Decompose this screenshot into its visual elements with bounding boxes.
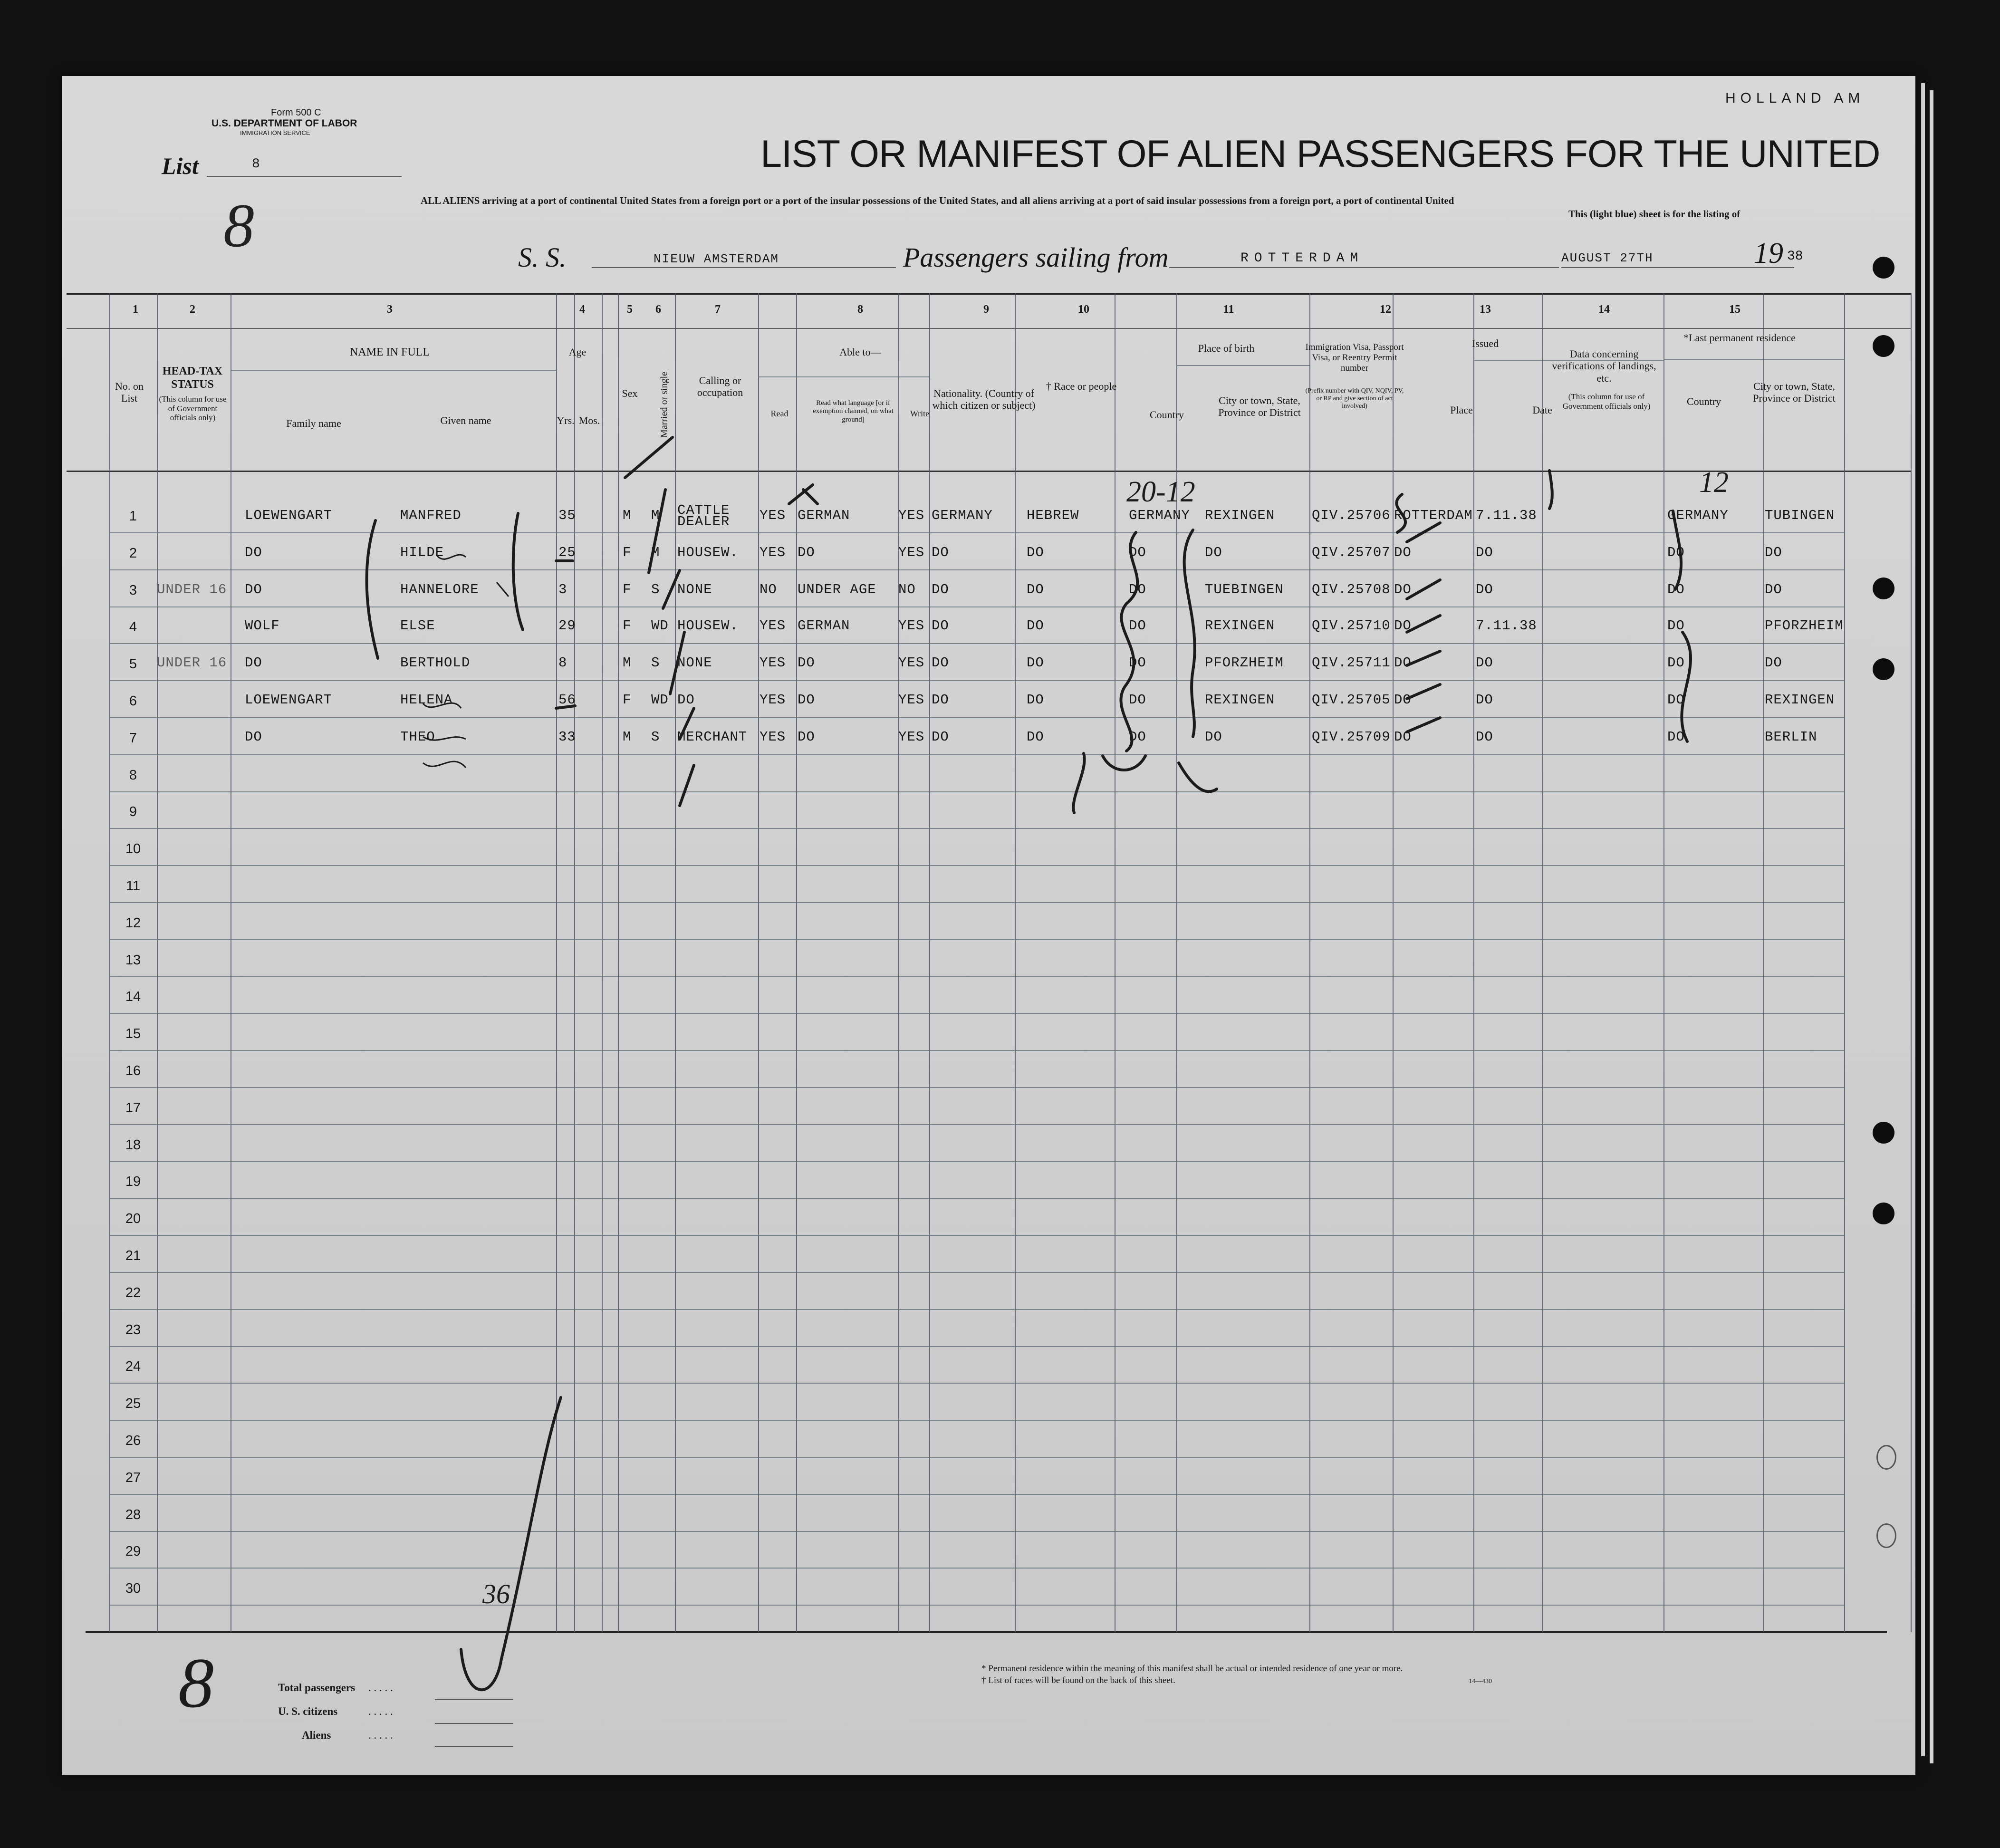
footer-form-code: 14—430 — [1469, 1678, 1492, 1685]
row-number: 5 — [129, 656, 137, 672]
age-years-cell: 56 — [558, 692, 576, 708]
service: IMMIGRATION SERVICE — [240, 129, 310, 136]
hdr-race: † Race or people — [1046, 380, 1117, 392]
manifest-title: LIST OR MANIFEST OF ALIEN PASSENGERS FOR THE UNITED — [760, 133, 1880, 175]
family-name-cell: DO — [245, 581, 262, 597]
nationality-cell: DO — [932, 581, 949, 597]
residence-city-cell: DO — [1765, 581, 1782, 597]
row-number: 1 — [129, 509, 137, 524]
residence-country-cell: GERMANY — [1667, 508, 1729, 523]
binder-hole — [1873, 1203, 1894, 1224]
row-number: 25 — [125, 1396, 141, 1412]
given-name-cell: ELSE — [400, 618, 435, 634]
issued-place-cell: ROTTERDAM — [1394, 508, 1473, 523]
race-cell: DO — [1027, 692, 1044, 708]
read-cell: YES — [760, 692, 786, 708]
ship-name: NIEUW AMSTERDAM — [654, 252, 779, 266]
hdr-head-tax: HEAD-TAX STATUS — [162, 365, 223, 391]
hdr-place-of-birth: Place of birth — [1198, 342, 1255, 354]
hdr-issued: Issued — [1471, 337, 1499, 349]
row-number: 27 — [125, 1470, 141, 1485]
birth-city-cell: DO — [1205, 729, 1222, 745]
port-name: ROTTERDAM — [1240, 251, 1364, 266]
row-number: 17 — [125, 1100, 141, 1116]
race-cell: DO — [1027, 544, 1044, 560]
given-name-cell: BERTHOLD — [400, 655, 471, 671]
colnum-9: 9 — [983, 303, 989, 316]
read-cell: NO — [760, 581, 777, 597]
hdr-given-name: Given name — [440, 414, 491, 426]
row-number: 19 — [125, 1174, 141, 1190]
issued-date-cell: DO — [1476, 544, 1493, 560]
sex-cell: M — [623, 508, 632, 523]
hdr-landings: Data concerning verifications of landings, etc. — [1552, 348, 1656, 384]
family-name-cell: DO — [245, 655, 262, 671]
language-cell: DO — [798, 544, 815, 560]
manifest-subtitle-1: ALL ALIENS arriving at a port of continental United States from a foreign port or a port of the insular possessions of the United States, and all aliens arriving at a port of said insular possessions from a foreign port, a port of continental United — [421, 195, 1454, 206]
row-number: 14 — [125, 989, 141, 1005]
occupation-cell: HOUSEW. — [677, 544, 739, 560]
birth-country-cell: GERMANY — [1129, 508, 1190, 523]
footer-total-label: Total passengers — [278, 1682, 356, 1694]
year-prefix: 19 — [1754, 237, 1783, 270]
footer-citizens-dots: . . . . . — [368, 1705, 393, 1717]
sex-cell: M — [623, 655, 632, 671]
colnum-4: 4 — [579, 303, 585, 316]
issued-date-cell: 7.11.38 — [1476, 618, 1537, 634]
write-cell: NO — [898, 581, 916, 597]
colnum-10: 10 — [1078, 303, 1089, 316]
issued-place-cell: DO — [1394, 655, 1412, 671]
issued-place-cell: DO — [1394, 729, 1412, 745]
hdr-birth-country: Country — [1149, 409, 1184, 421]
family-name-cell: LOEWENGART — [245, 508, 333, 523]
colnum-8: 8 — [857, 303, 863, 316]
age-years-cell: 8 — [558, 655, 567, 671]
given-name-cell: HILDE — [400, 544, 444, 560]
row-number: 21 — [125, 1248, 141, 1263]
race-cell: DO — [1027, 655, 1044, 671]
read-cell: YES — [760, 544, 786, 560]
sex-cell: F — [623, 581, 632, 597]
language-cell: UNDER AGE — [798, 581, 876, 597]
manifest-subtitle-2: This (light blue) sheet is for the listing of — [1568, 208, 1740, 220]
nationality-cell: GERMANY — [932, 508, 993, 523]
birth-mark: 20-12 — [1126, 476, 1195, 508]
hdr-landings-note: (This column for use of Government officials only) — [1562, 392, 1651, 411]
birth-country-cell: DO — [1129, 544, 1146, 560]
marital-status-cell: S — [651, 581, 660, 597]
residence-city-cell: TUBINGEN — [1765, 508, 1835, 523]
residence-country-cell: DO — [1667, 729, 1685, 745]
footer-rule-2 — [435, 1723, 513, 1724]
sheet-edge — [1930, 90, 1933, 1763]
row-number: 23 — [125, 1322, 141, 1338]
ss-label: S. S. — [518, 242, 567, 273]
hdr-yrs: Yrs. — [557, 414, 575, 426]
hdr-birth-city: City or town, State, Province or District — [1218, 395, 1301, 419]
birth-country-cell: DO — [1129, 692, 1146, 708]
nationality-cell: DO — [932, 729, 949, 745]
colnum-2: 2 — [190, 303, 195, 316]
occupation-cell: HOUSEW. — [677, 618, 739, 634]
handwriting-overlay — [62, 76, 1915, 1775]
form-number: Form 500 C — [271, 107, 321, 118]
row-number: 15 — [125, 1026, 141, 1042]
binder-hole — [1873, 658, 1894, 680]
footer-total-dots: . . . . . — [368, 1682, 393, 1694]
hdr-res-country: Country — [1686, 395, 1721, 407]
issued-place-cell: DO — [1394, 544, 1412, 560]
hdr-last-residence: *Last permanent residence — [1683, 332, 1796, 344]
birth-country-cell: DO — [1129, 655, 1146, 671]
colnum-13: 13 — [1480, 303, 1491, 316]
occupation-cell: CATTLE DEALER — [677, 502, 730, 529]
given-name-cell: HELENA — [400, 692, 453, 708]
issued-place-cell: DO — [1394, 618, 1412, 634]
issued-place-cell: DO — [1394, 581, 1412, 597]
hdr-name-in-full: NAME IN FULL — [350, 346, 430, 358]
residence-country-cell: DO — [1667, 692, 1685, 708]
list-label: List — [162, 153, 199, 179]
list-value: 8 — [252, 157, 260, 172]
hdr-mos: Mos. — [578, 414, 600, 426]
nationality-cell: DO — [932, 544, 949, 560]
head-tax-cell: UNDER 16 — [157, 581, 227, 597]
birth-city-cell: DO — [1205, 544, 1222, 560]
issued-date-cell: DO — [1476, 692, 1493, 708]
nationality-cell: DO — [932, 618, 949, 634]
binder-hole — [1873, 257, 1894, 279]
write-cell: YES — [898, 655, 925, 671]
hdr-age: Age — [568, 346, 587, 358]
nationality-cell: DO — [932, 692, 949, 708]
sailing-date: AUGUST 27TH — [1561, 251, 1654, 265]
footer-aliens-label: Aliens — [302, 1729, 331, 1741]
marital-status-cell: S — [651, 655, 660, 671]
language-cell: DO — [798, 729, 815, 745]
birth-country-cell: DO — [1129, 729, 1146, 745]
visa-number-cell: QIV.25710 — [1312, 618, 1391, 634]
hdr-sex: Sex — [622, 387, 638, 399]
page-count: 36 — [482, 1578, 510, 1609]
footer-note-races: † List of races will be found on the back of this sheet. — [981, 1675, 1175, 1685]
head-tax-cell: UNDER 16 — [157, 655, 227, 671]
read-cell: YES — [760, 618, 786, 634]
birth-city-cell: TUEBINGEN — [1205, 581, 1284, 597]
colnum-14: 14 — [1598, 303, 1610, 316]
race-cell: DO — [1027, 618, 1044, 634]
sex-cell: F — [623, 544, 632, 560]
row-number: 11 — [125, 878, 141, 894]
sex-cell: F — [623, 692, 632, 708]
given-name-cell: THEO — [400, 729, 435, 745]
issued-place-cell: DO — [1394, 692, 1412, 708]
row-number: 4 — [129, 619, 137, 635]
write-cell: YES — [898, 692, 925, 708]
marital-status-cell: WD — [651, 692, 669, 708]
residence-mark: 12 — [1699, 466, 1729, 499]
row-number: 13 — [125, 952, 141, 968]
binder-ring — [1876, 1523, 1896, 1548]
row-number: 22 — [125, 1285, 141, 1300]
issued-date-cell: DO — [1476, 729, 1493, 745]
visa-number-cell: QIV.25711 — [1312, 655, 1391, 671]
age-years-cell: 29 — [558, 618, 576, 634]
hdr-read: Read — [770, 409, 788, 418]
row-number: 24 — [125, 1359, 141, 1375]
colnum-1: 1 — [133, 303, 138, 316]
race-cell: DO — [1027, 729, 1044, 745]
footer-rule-1 — [435, 1699, 513, 1700]
given-name-cell: HANNELORE — [400, 581, 479, 597]
colnum-15: 15 — [1729, 303, 1740, 316]
occupation-cell: DO — [677, 692, 695, 708]
row-number: 26 — [125, 1433, 141, 1448]
read-cell: YES — [760, 655, 786, 671]
age-years-cell: 33 — [558, 729, 576, 745]
family-name-cell: DO — [245, 729, 262, 745]
occupation-cell: NONE — [677, 581, 712, 597]
colnum-7: 7 — [715, 303, 721, 316]
hdr-nationality: Nationality. (Country of which citizen or subject) — [932, 387, 1036, 412]
binder-hole — [1873, 335, 1894, 357]
visa-number-cell: QIV.25708 — [1312, 581, 1391, 597]
hdr-write: Write — [910, 409, 930, 418]
row-number: 30 — [125, 1581, 141, 1597]
footer-handwritten: 8 — [178, 1644, 214, 1723]
line-label: HOLLAND AM — [1725, 90, 1865, 106]
occupation-cell: MERCHANT — [677, 729, 748, 745]
hdr-issued-place: Place — [1450, 404, 1473, 416]
colnum-11: 11 — [1223, 303, 1234, 316]
marital-status-cell: M — [651, 544, 660, 560]
hdr-no-on-list: No. on List — [115, 380, 144, 404]
birth-city-cell: REXINGEN — [1205, 618, 1275, 634]
sailing-label: Passengers sailing from — [903, 242, 1169, 273]
row-number: 7 — [129, 730, 137, 746]
residence-city-cell: PFORZHEIM — [1765, 618, 1844, 634]
write-cell: YES — [898, 544, 925, 560]
age-years-cell: 3 — [558, 581, 567, 597]
residence-country-cell: DO — [1667, 544, 1685, 560]
row-number: 3 — [129, 582, 137, 598]
manifest-sheet — [62, 76, 1915, 1775]
marital-status-cell: S — [651, 729, 660, 745]
birth-country-cell: DO — [1129, 581, 1146, 597]
language-cell: DO — [798, 692, 815, 708]
birth-city-cell: PFORZHEIM — [1205, 655, 1284, 671]
row-number: 28 — [125, 1507, 141, 1522]
sex-cell: M — [623, 729, 632, 745]
sex-cell: F — [623, 618, 632, 634]
visa-number-cell: QIV.25706 — [1312, 508, 1391, 523]
residence-city-cell: DO — [1765, 544, 1782, 560]
department: U.S. DEPARTMENT OF LABOR — [212, 118, 357, 129]
birth-city-cell: REXINGEN — [1205, 692, 1275, 708]
language-cell: DO — [798, 655, 815, 671]
birth-country-cell: DO — [1129, 618, 1146, 634]
race-cell: DO — [1027, 581, 1044, 597]
hdr-read-lang: Read what language [or if exemption claimed, on what ground] — [813, 399, 894, 424]
visa-number-cell: QIV.25709 — [1312, 729, 1391, 745]
binder-ring — [1876, 1445, 1896, 1470]
occupation-cell: NONE — [677, 655, 712, 671]
row-number: 10 — [125, 841, 141, 857]
marital-status-cell: M — [651, 508, 660, 523]
colnum-12: 12 — [1380, 303, 1391, 316]
hdr-visa: Immigration Visa, Passport Visa, or Reentry Permit number — [1305, 342, 1404, 373]
year-suffix: 38 — [1787, 249, 1803, 264]
hdr-res-city: City or town, State, Province or District — [1753, 380, 1836, 404]
issued-date-cell: 7.11.38 — [1476, 508, 1537, 523]
row-number: 9 — [129, 804, 137, 820]
row-number: 29 — [125, 1544, 141, 1559]
sheet-edge — [1921, 83, 1925, 1756]
row-number: 12 — [125, 915, 141, 931]
colnum-6: 6 — [655, 303, 661, 316]
residence-country-cell: DO — [1667, 618, 1685, 634]
residence-country-cell: DO — [1667, 581, 1685, 597]
hdr-family-name: Family name — [286, 417, 341, 429]
language-cell: GERMAN — [798, 618, 850, 634]
hdr-visa-note: (Prefix number with QIV, NQIV, PV, or RP and give section of act involved) — [1305, 387, 1404, 410]
race-cell: HEBREW — [1027, 508, 1079, 523]
language-cell: GERMAN — [798, 508, 850, 523]
colnum-5: 5 — [627, 303, 633, 316]
issued-date-cell: DO — [1476, 581, 1493, 597]
read-cell: YES — [760, 508, 786, 523]
footer-aliens-dots: . . . . . — [368, 1729, 393, 1741]
family-name-cell: WOLF — [245, 618, 280, 634]
row-number: 2 — [129, 545, 137, 561]
binder-hole — [1873, 578, 1894, 599]
footer-note-residence: * Permanent residence within the meaning of this manifest shall be actual or intended residence of one year or more. — [981, 1664, 1403, 1674]
read-cell: YES — [760, 729, 786, 745]
residence-city-cell: REXINGEN — [1765, 692, 1835, 708]
row-number: 16 — [125, 1063, 141, 1078]
issued-date-cell: DO — [1476, 655, 1493, 671]
footer-rule-3 — [435, 1746, 513, 1747]
write-cell: YES — [898, 618, 925, 634]
residence-city-cell: BERLIN — [1765, 729, 1817, 745]
residence-city-cell: DO — [1765, 655, 1782, 671]
row-number: 6 — [129, 693, 137, 709]
row-number: 8 — [129, 767, 137, 783]
write-cell: YES — [898, 729, 925, 745]
list-handwritten: 8 — [223, 192, 254, 260]
hdr-issued-date: Date — [1532, 404, 1552, 416]
hdr-calling: Calling or occupation — [697, 375, 743, 399]
nationality-cell: DO — [932, 655, 949, 671]
colnum-3: 3 — [387, 303, 393, 316]
hdr-married: Married or single — [659, 372, 670, 438]
family-name-cell: DO — [245, 544, 262, 560]
visa-number-cell: QIV.25707 — [1312, 544, 1391, 560]
residence-country-cell: DO — [1667, 655, 1685, 671]
family-name-cell: LOEWENGART — [245, 692, 333, 708]
visa-number-cell: QIV.25705 — [1312, 692, 1391, 708]
age-years-cell: 35 — [558, 508, 576, 523]
marital-status-cell: WD — [651, 618, 669, 634]
age-years-cell: 25 — [558, 544, 576, 560]
hdr-head-tax-note: (This column for use of Government officials only) — [159, 395, 227, 423]
row-number: 20 — [125, 1211, 141, 1227]
row-number: 18 — [125, 1137, 141, 1153]
write-cell: YES — [898, 508, 925, 523]
hdr-able-to: Able to— — [839, 346, 881, 358]
given-name-cell: MANFRED — [400, 508, 462, 523]
birth-city-cell: REXINGEN — [1205, 508, 1275, 523]
footer-citizens-label: U. S. citizens — [278, 1705, 338, 1717]
binder-hole — [1873, 1122, 1894, 1144]
